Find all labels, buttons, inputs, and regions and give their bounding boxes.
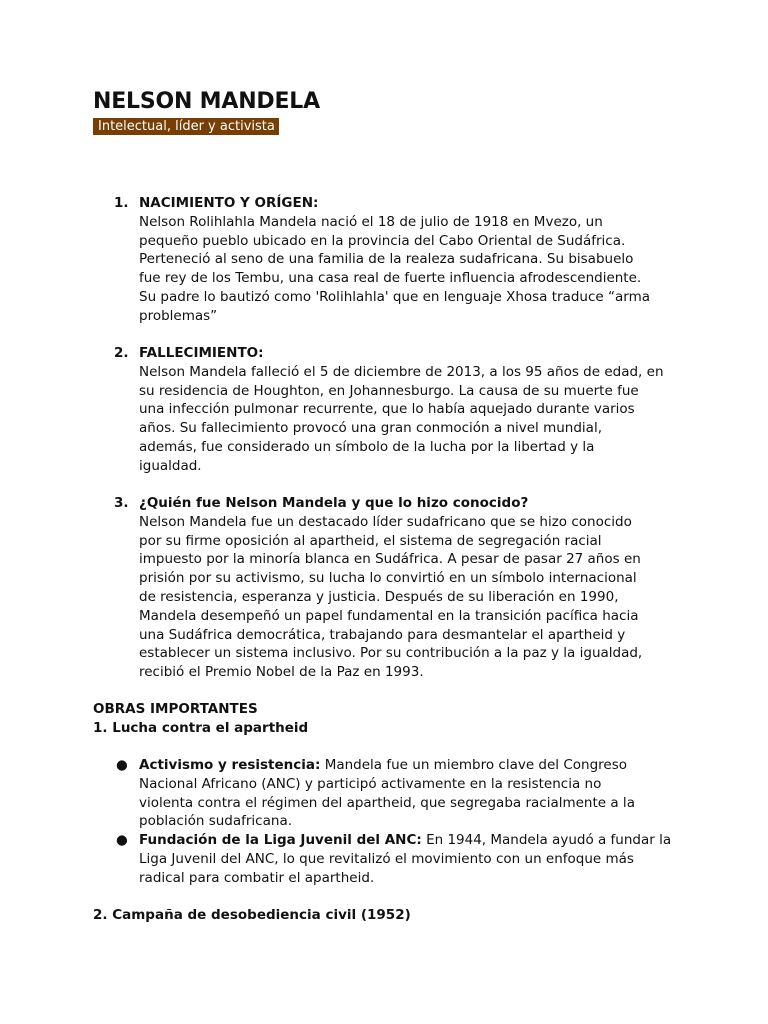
bullet-youth-league [114,831,684,887]
section-heading: ¿Quién fue Nelson Mandela y que lo hizo conocido? [139,495,529,511]
bullet-lead-rest: En 1944, Mandela ayudó a fundar la [421,832,672,848]
works-subheading-civil-disobedience: 2. Campaña de desobediencia civil (1952) [93,907,411,923]
bullet-lead: Fundación de la Liga Juvenil del ANC: [139,832,422,848]
paragraph-line: recibió el Premio Nobel de la Paz en 1993. [139,664,424,681]
works-subheading-apartheid: 1. Lucha contra el apartheid [93,720,309,736]
section-body [139,213,679,326]
section-birth [114,194,676,326]
paragraph-line: problemas” [139,307,218,324]
paragraph-line: establecer un sistema inclusivo. Por su contribución a la paz y la igualdad, [139,645,643,662]
paragraph-line: Nelson Mandela falleció el 5 de diciembre de 2013, a los 95 años de edad, en [139,363,664,380]
section-body [139,363,679,476]
bullet-line: población sudafricana. [139,813,293,830]
bullet-icon: ● [116,757,128,773]
paragraph-line: prisión por su activismo, su lucha lo convirtió en un símbolo internacional [139,570,637,587]
bullet-lead: Activismo y resistencia: [139,757,321,773]
bullet-text [139,756,684,831]
paragraph-line: pequeño pueblo ubicado en la provincia del Cabo Oriental de Sudáfrica. [139,232,626,249]
paragraph-line: una infección pulmonar recurrente, que lo había aquejado durante varios [139,401,635,418]
paragraph-line: de resistencia, esperanza y justicia. Después de su liberación en 1990, [139,588,619,605]
paragraph-line: una Sudáfrica democrática, trabajando para desmantelar el apartheid y [139,626,626,643]
bullet-line: violenta contra el régimen del apartheid, que segregaba racialmente a la [139,794,635,811]
section-number: 3. [114,495,129,511]
bullet-icon: ● [116,832,128,848]
section-number: 1. [114,195,129,211]
document-subtitle: Intelectual, líder y activista [93,118,279,135]
bullet-activism [114,756,684,831]
paragraph-line: igualdad. [139,457,202,474]
bullet-first-line [139,831,684,850]
section-body [139,513,679,682]
paragraph-line: por su firme oposición al apartheid, el sistema de segregación racial [139,532,602,549]
paragraph-line: Perteneció al seno de una familia de la realeza sudafricana. Su bisabuelo [139,251,634,268]
paragraph-line: además, fue considerado un símbolo de la lucha por la libertad y la [139,438,595,455]
document-title: NELSON MANDELA [93,89,320,114]
paragraph-line: años. Su fallecimiento provocó una gran conmoción a nivel mundial, [139,420,602,437]
section-who-was-mandela [114,494,676,682]
works-heading: OBRAS IMPORTANTES [93,701,258,717]
paragraph-line: fue rey de los Tembu, una casa real de fuerte influencia afrodescendiente. [139,270,642,287]
paragraph-line: impuesto por la minoría blanca en Sudáfrica. A pesar de pasar 27 años en [139,551,641,568]
section-heading: NACIMIENTO Y ORÍGEN: [139,195,319,211]
paragraph-line: Su padre lo bautizó como 'Rolihlahla' que en lenguaje Xhosa traduce “arma [139,288,651,305]
bullet-line: radical para combatir el apartheid. [139,869,375,886]
bullet-lead-rest: Mandela fue un miembro clave del Congreso [320,757,628,773]
bullet-text [139,831,684,887]
bullet-line: Liga Juvenil del ANC, lo que revitalizó el movimiento con un enfoque más [139,850,634,867]
paragraph-line: su residencia de Houghton, en Johannesburgo. La causa de su muerte fue [139,382,639,399]
section-death [114,344,676,476]
paragraph-line: Mandela desempeñó un papel fundamental en la transición pacífica hacia [139,607,639,624]
bullet-first-line [139,756,684,775]
paragraph-line: Nelson Rolihlahla Mandela nació el 18 de julio de 1918 en Mvezo, un [139,213,603,230]
paragraph-line: Nelson Mandela fue un destacado líder sudafricano que se hizo conocido [139,513,632,530]
section-number: 2. [114,345,129,361]
section-heading: FALLECIMIENTO: [139,345,264,361]
bullet-line: Nacional Africano (ANC) y participó activamente en la resistencia no [139,775,602,792]
